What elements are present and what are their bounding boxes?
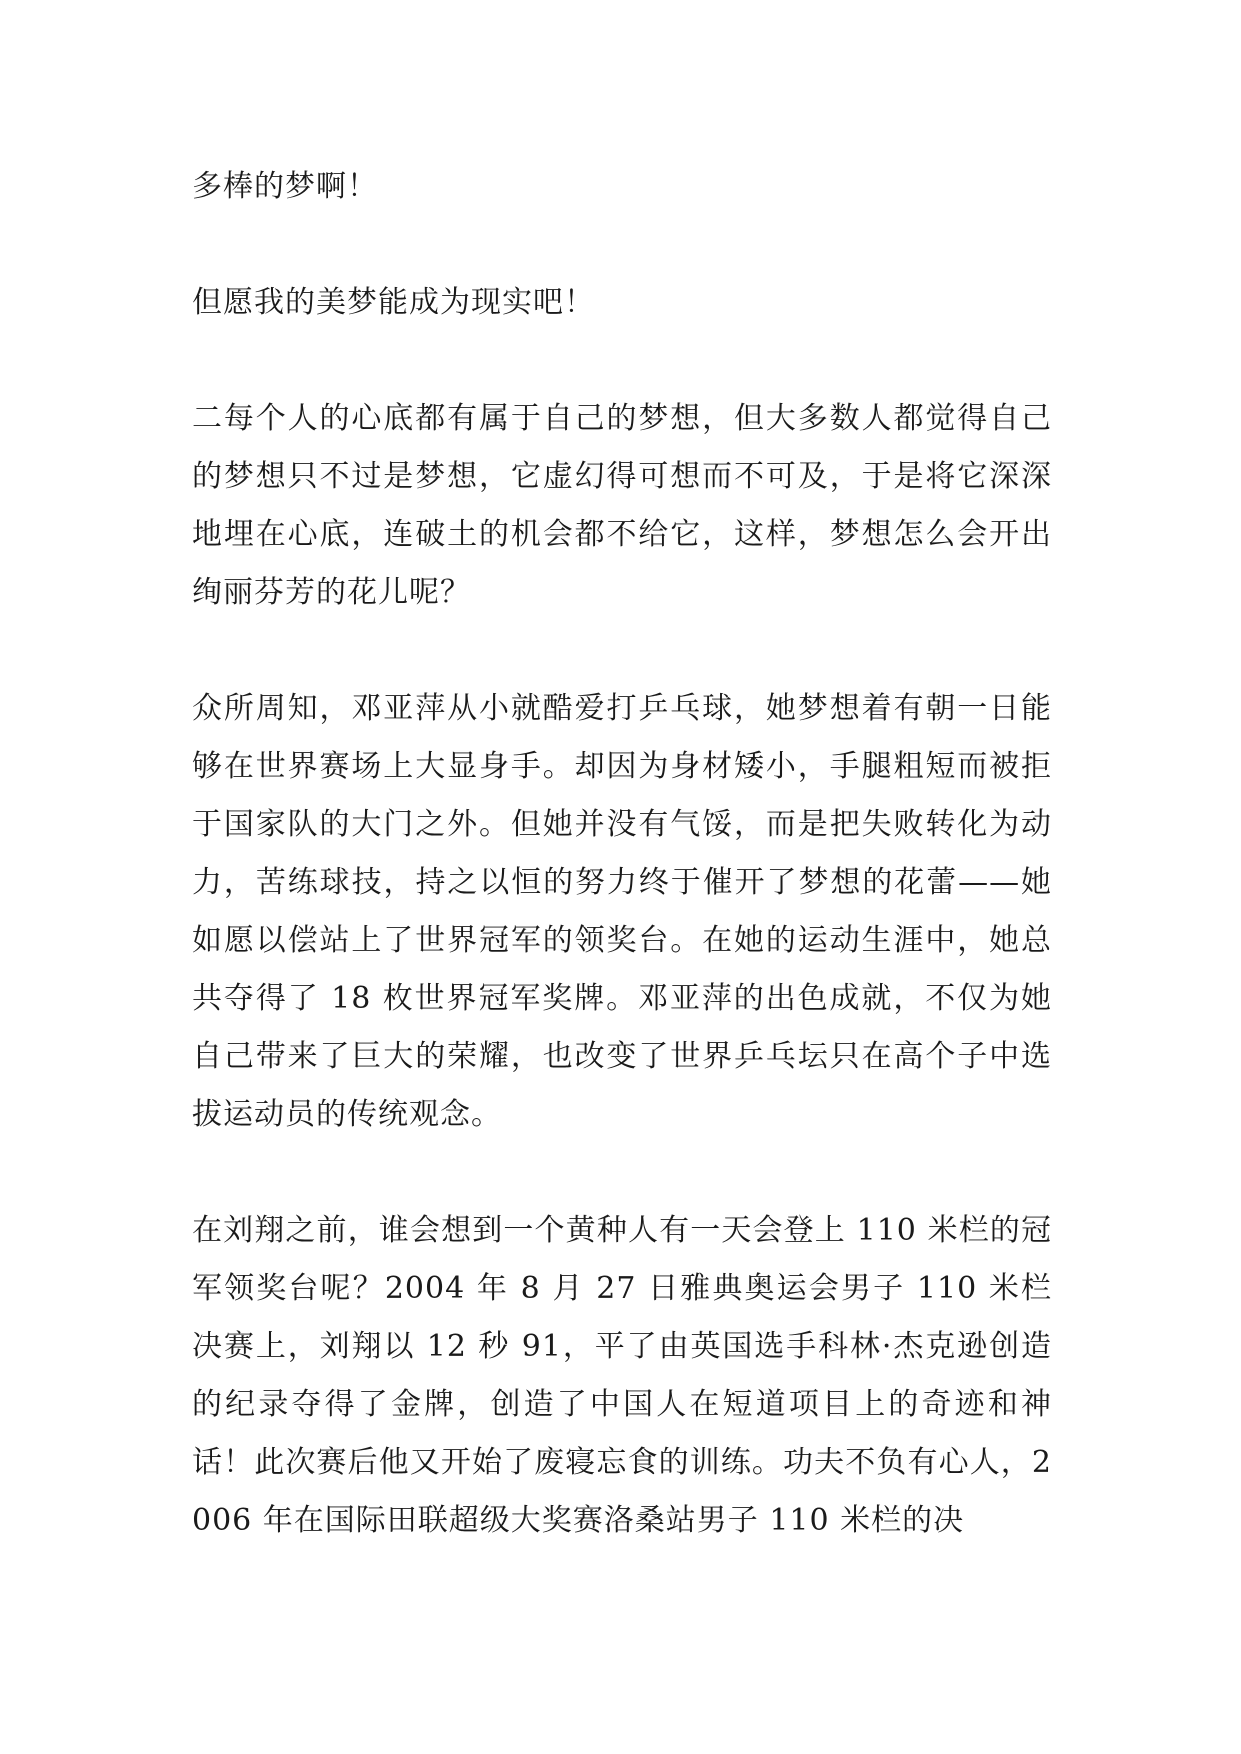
paragraph-1: 多棒的梦啊！ [192,169,378,204]
paragraph-4: 众所周知，邓亚萍从小就酷爱打乒乓球，她梦想着有朝一日能够在世界赛场上大显身手。却因为身材矮小，手腿粗短而被拒于国家队的大门之外。但她并没有气馁，而是把失败转化为动力，苦练球技，持之以恒的努力终于催开了梦想的花蕾——她如愿以偿站上了世界冠军的领奖台。在她的运动生涯中，她总共夺得了 18 枚世界冠军奖牌。邓亚萍的出色成就，不仅为她自己带来了巨大的荣耀，也改变了世界乒乓坛只在高个子中选拔运动员的传统观念。 [192,691,1052,1132]
paragraph-2: 但愿我的美梦能成为现实吧！ [192,285,595,320]
document-body [192,158,1052,1608]
paragraph-5: 在刘翔之前，谁会想到一个黄种人有一天会登上 110 米栏的冠军领奖台呢？2004 年 8 月 27 日雅典奥运会男子 110 米栏决赛上，刘翔以 12 秒 91，平了由英国选手科林·杰克逊创造的纪录夺得了金牌，创造了中国人在短道项目上的奇迹和神话！此次赛后他又开始了废寝忘食的训练。功夫不负有心人，2006 年在国际田联超级大奖赛洛桑站男子 110 米栏的决 [192,1213,1052,1538]
paragraph-3: 二每个人的心底都有属于自己的梦想，但大多数人都觉得自己的梦想只不过是梦想，它虚幻得可想而不可及，于是将它深深地埋在心底，连破土的机会都不给它，这样，梦想怎么会开出绚丽芬芳的花儿呢？ [192,401,1052,610]
